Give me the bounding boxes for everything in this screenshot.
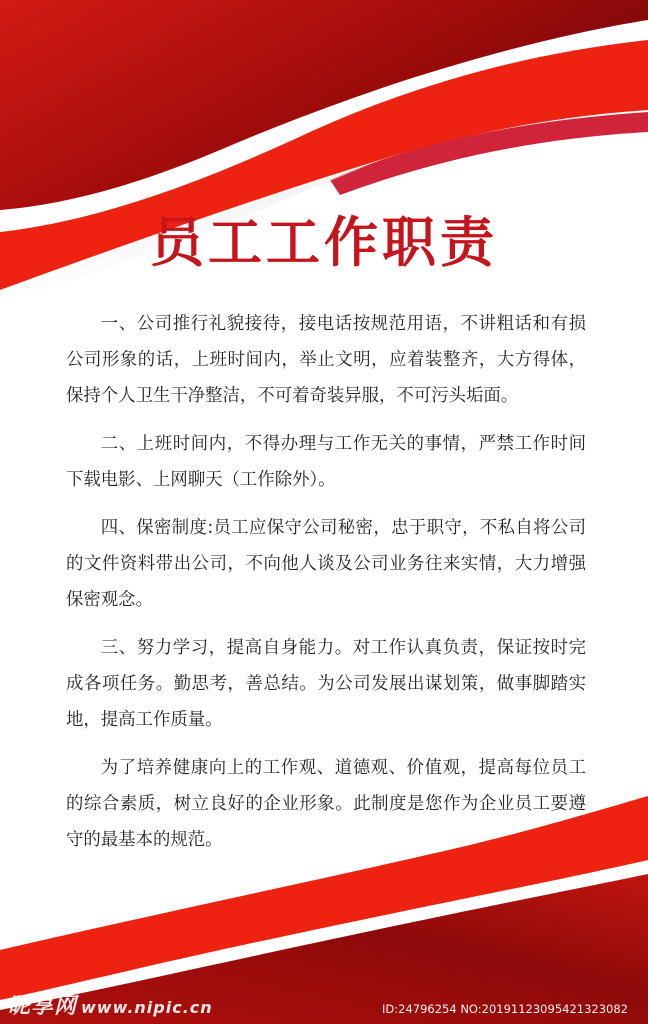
rule-paragraph-3: 四、保密制度:员工应保守公司秘密，忠于职守，不私自将公司的文件资料带出公司，不向他人谈及公司业务往来实情，大力增强保密观念。 xyxy=(66,518,586,610)
watermark-id: ID:24796254 NO:20191123095421323082 xyxy=(382,1002,628,1016)
watermark-logo xyxy=(8,989,213,1020)
watermark-logo-cn: 昵享网 xyxy=(8,994,78,1019)
rule-paragraph-5: 为了培养健康向上的工作观、道德观、价值观，提高每位员工的综合素质，树立良好的企业形象。此制度是您作为企业员工要遵守的最基本的规范。 xyxy=(66,758,586,850)
rule-paragraph-2: 二、上班时间内，不得办理与工作无关的事情，严禁工作时间下载电影、上网聊天（工作除外）。 xyxy=(66,434,586,490)
page-title: 员工工作职责 xyxy=(150,211,498,274)
rules-body xyxy=(66,306,586,870)
rule-paragraph-4: 三、努力学习，提高自身能力。对工作认真负责，保证按时完成各项任务。勤思考，善总结。为公司发展出谋划策，做事脚踏实地，提高工作质量。 xyxy=(66,638,586,730)
rule-paragraph-1: 一、公司推行礼貌接待，接电话按规范用语，不讲粗话和有损公司形象的话，上班时间内，举止文明，应着装整齐，大方得体，保持个人卫生干净整洁，不可着奇装异服，不可污头垢面。 xyxy=(66,314,586,406)
watermark-logo-en: www.nipic.cn xyxy=(81,998,213,1017)
